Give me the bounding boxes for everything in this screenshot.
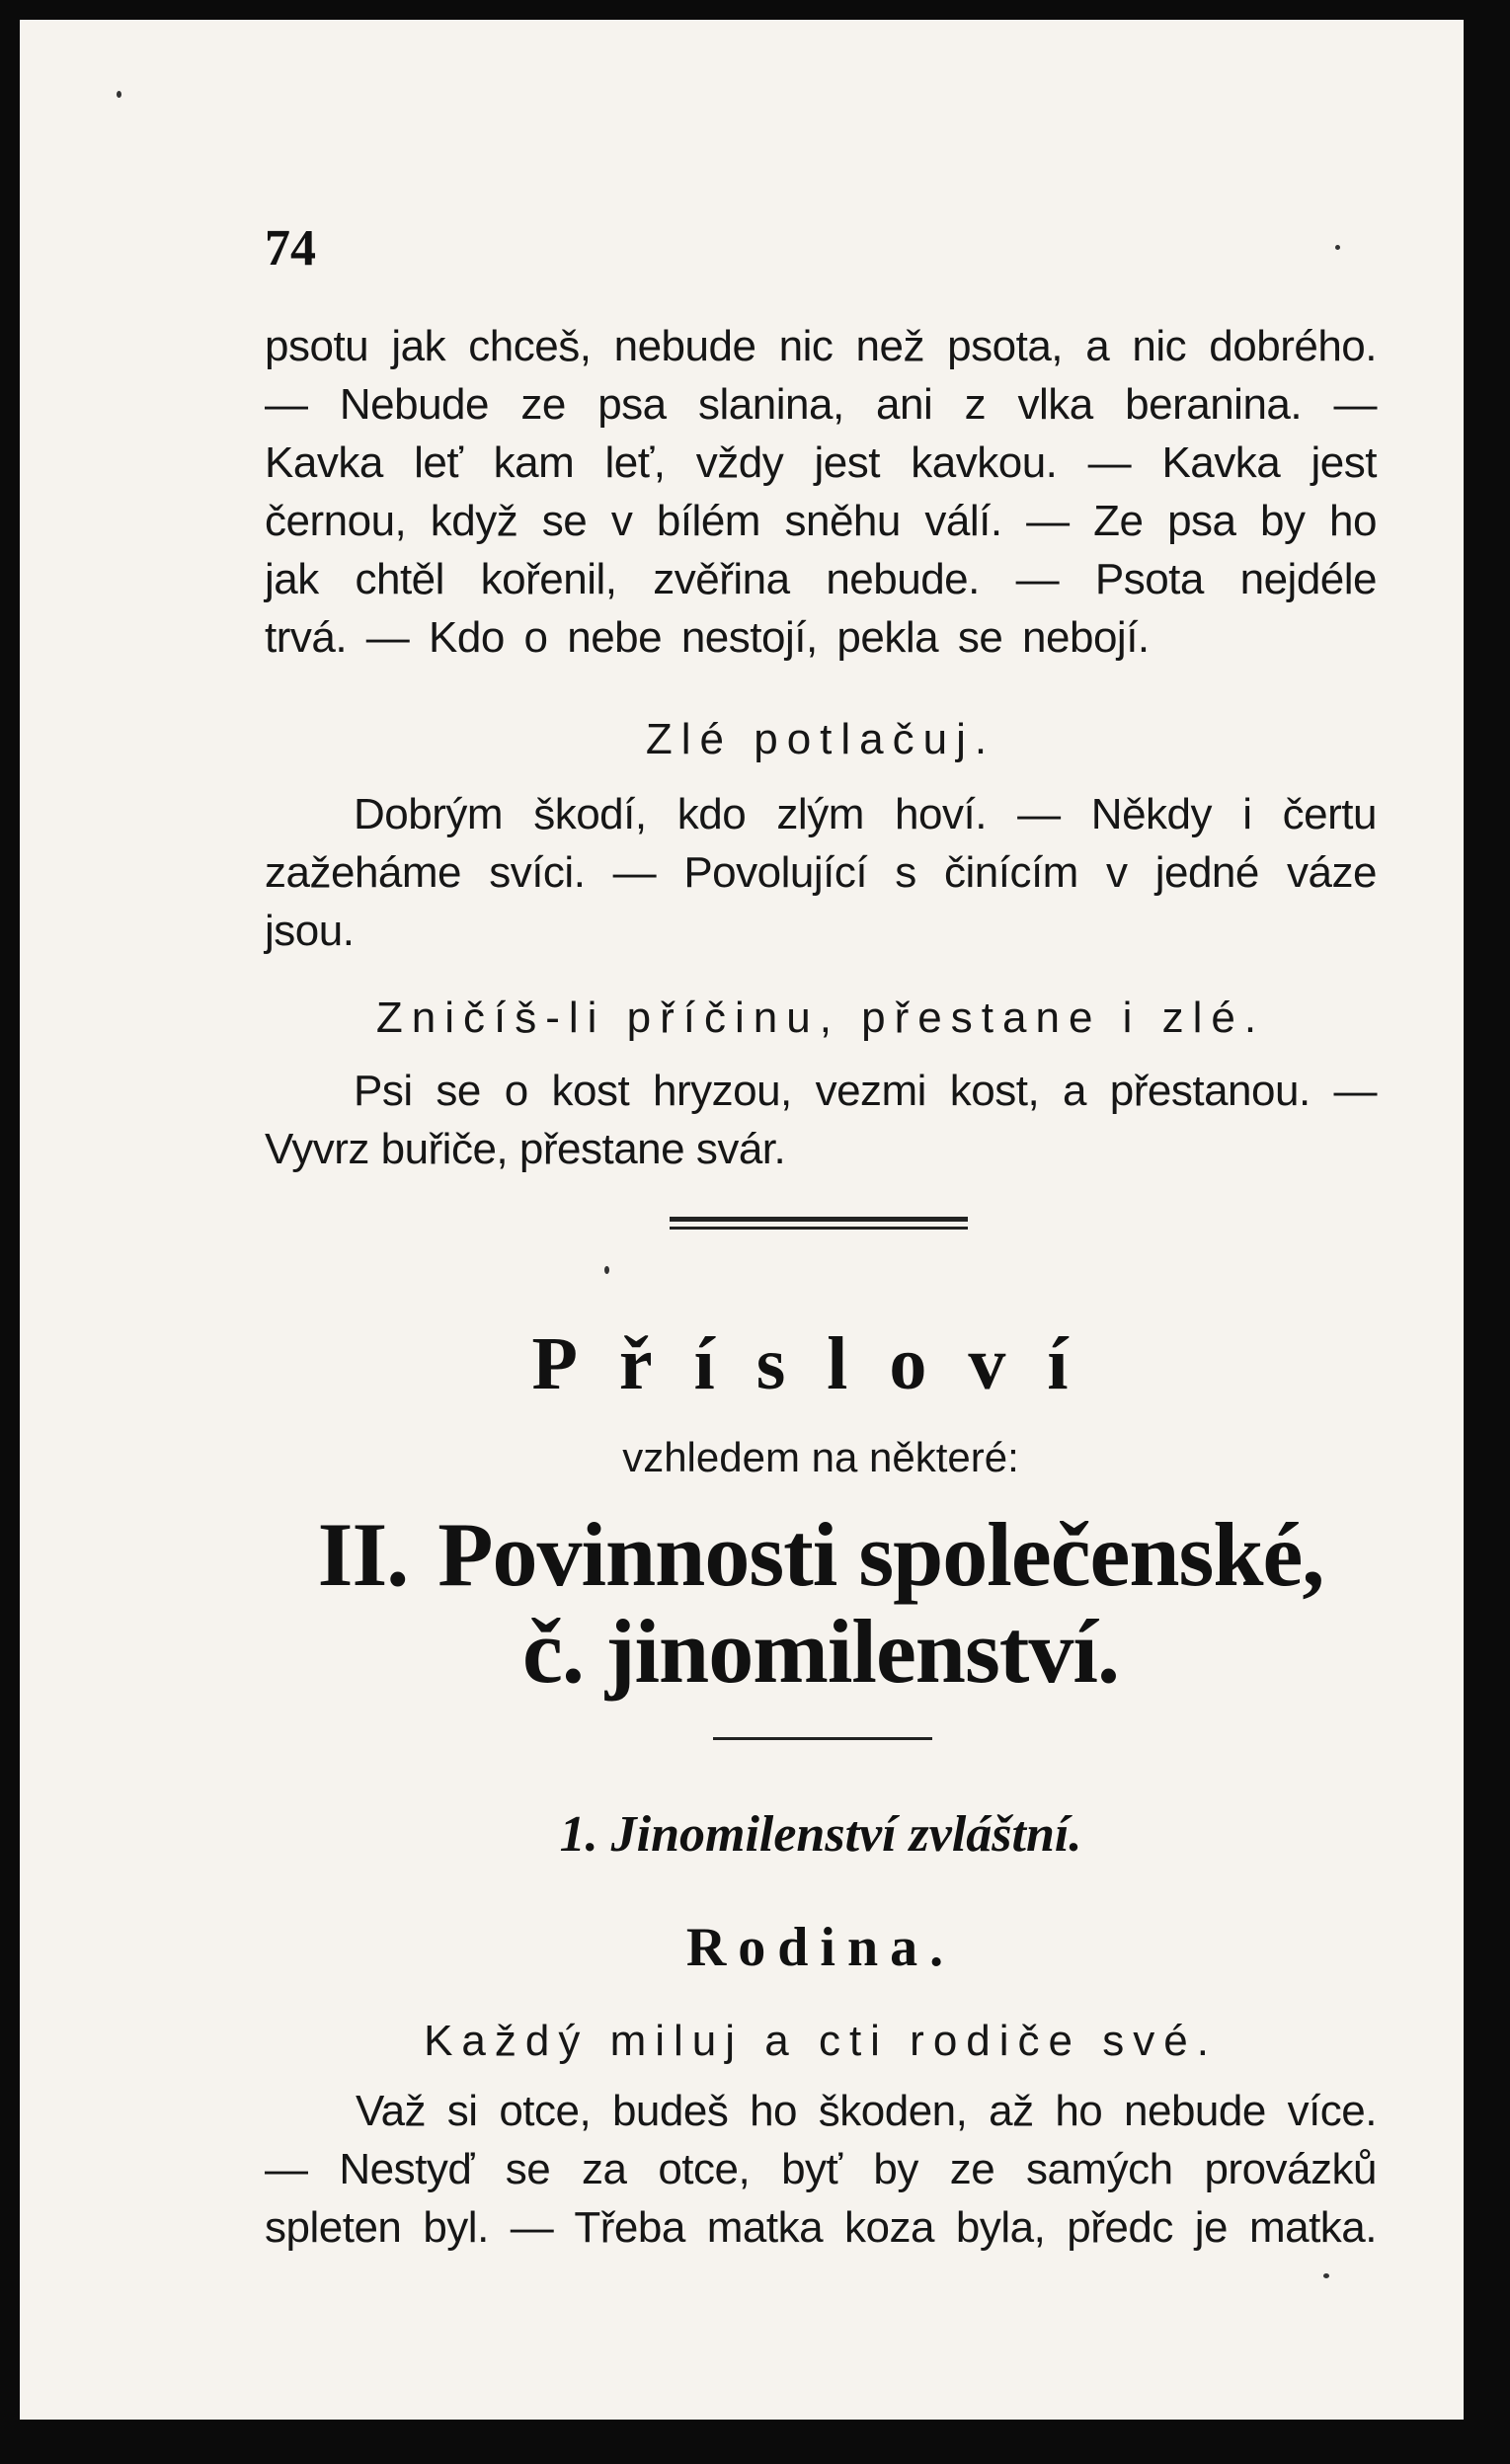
para1-line: trvá. — Kdo o nebe nestojí, pekla se nebojí.: [265, 613, 1150, 662]
para1-line: černou, když se v bílém sněhu válí. — Ze psa by ho: [265, 497, 1377, 545]
para4-line: Važ si otce, budeš ho škoden, až ho nebude více.: [356, 2087, 1377, 2135]
section-title-line1: [265, 1503, 1377, 1606]
subsection-title: 1. Jinomilenství zvláštní.: [559, 1806, 1082, 1863]
section-roman-numeral: II.: [317, 1504, 409, 1605]
page-number: 74: [265, 220, 316, 277]
para1-line: Kavka leť kam leť, vždy jest kavkou. — Kavka jest: [265, 438, 1377, 487]
scan-border-bottom: [0, 2420, 1510, 2464]
para4-line: spleten byl. — Třeba matka koza byla, předc je matka.: [265, 2203, 1377, 2252]
subsubsection-title: Rodina.: [685, 1917, 956, 1978]
proverb-heading: Každý miluj a cti rodiče své.: [424, 2017, 1218, 2065]
chapter-subtitle: vzhledem na některé:: [622, 1434, 1019, 1480]
para2-line: Dobrým škodí, kdo zlým hoví. — Někdy i čertu: [354, 790, 1377, 838]
scan-speck: [604, 1266, 609, 1274]
section-title-text: Povinnosti společenské,: [437, 1504, 1324, 1605]
para1-line: — Nebude ze psa slanina, ani z vlka beranina. —: [265, 380, 1377, 429]
section-rule: [713, 1737, 932, 1740]
chapter-title: Přísloví: [531, 1322, 1110, 1405]
para1-line: psotu jak chceš, nebude nic než psota, a nic dobrého.: [265, 322, 1377, 370]
scan-speck: [1335, 245, 1340, 250]
para2-line: zažeháme svíci. — Povolující s činícím v jedné váze: [265, 848, 1377, 897]
double-rule-top: [670, 1217, 968, 1222]
proverb-heading: Zlé potlačuj.: [645, 715, 996, 763]
section-title-line2: č. jinomilenství.: [522, 1601, 1119, 1702]
proverb-heading: Zničíš-li příčinu, přestane i zlé.: [375, 994, 1266, 1042]
para4-line: — Nestyď se za otce, byť by ze samých provázků: [265, 2145, 1377, 2193]
scan-border-top: [0, 0, 1510, 14]
para1-line: jak chtěl kořenil, zvěřina nebude. — Psota nejdéle: [265, 555, 1377, 603]
para2-line: jsou.: [265, 907, 355, 955]
double-rule-bottom: [670, 1227, 968, 1230]
para3-line: Psi se o kost hryzou, vezmi kost, a přestanou. —: [354, 1067, 1377, 1115]
para3-line: Vyvrz buřiče, přestane svár.: [265, 1125, 786, 1173]
scan-border-right: [1464, 0, 1510, 2464]
scan-speck: [1323, 2273, 1329, 2278]
scan-speck: [117, 91, 121, 98]
